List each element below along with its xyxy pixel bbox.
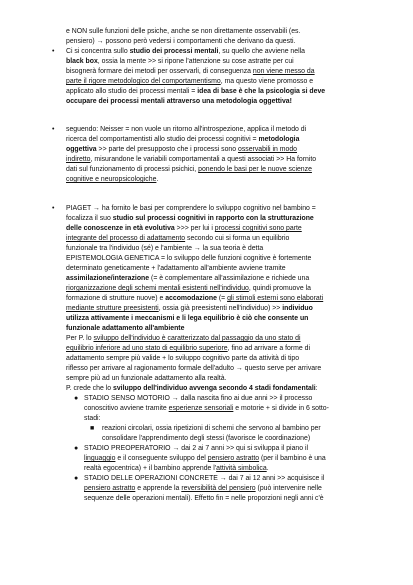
underlined-text-run: gli stimoli esterni sono elaborati: [227, 295, 324, 302]
text-line: [102, 434, 310, 443]
underlined-text-run: pensiero astratto: [207, 455, 260, 462]
underlined-text-run: esperienze sensoriali: [168, 405, 234, 412]
bold-text-run: individuo: [282, 305, 313, 312]
text-line: [66, 204, 316, 213]
underlined-text-run: riorganizzazione degli schemi mentali esistenti nell'individuo: [66, 285, 249, 292]
text-run: ricerca del comportamentisti allo studio dei processi cognitivi =: [66, 136, 259, 143]
bold-text-run: oggettiva: [66, 146, 97, 153]
text-line: [66, 37, 295, 46]
text-run: .: [156, 176, 159, 183]
bold-text-run: black box: [66, 58, 98, 65]
text-line: [84, 494, 324, 503]
text-line: [66, 264, 286, 273]
bold-text-run: sviluppo dell'individuo avvenga secondo 4 stadi fondamentali: [113, 385, 316, 392]
text-run: pensiero) → possono però vedersi i comportamenti che derivano da questi.: [66, 38, 296, 45]
text-line: [66, 284, 311, 293]
underlined-text-run: mediante strutture preesistenti: [66, 305, 159, 312]
text-run: dati sul funzionamento di processi psichici,: [66, 166, 199, 173]
text-line: [66, 97, 292, 106]
text-run: determinato geneticamente + l'adattamento all'ambiente avviene tramite: [66, 265, 286, 272]
text-line: [66, 304, 313, 313]
text-run: STADIO SENSO MOTORIO → dalla nascita fino ai due anni >> il processo: [84, 395, 313, 402]
text-run: sempre più ad un funzionale adattamento alla realtà.: [66, 375, 227, 382]
text-run: conoscitivo avviene tramite: [84, 405, 169, 412]
underlined-text-run: non viene messo da: [252, 68, 315, 75]
bullet-icon: ●: [74, 475, 79, 482]
bold-text-run: studio sul processi cognitivi in rapporto con la strutturazione: [112, 215, 314, 222]
text-run: , su quello che avviene nella: [218, 48, 305, 55]
text-run: .: [266, 465, 269, 472]
text-line: [66, 77, 313, 86]
text-run: STADIO DELLE OPERAZIONI CONCRETE → dai 7 ai 12 anni >> acquisisce il: [84, 475, 325, 482]
bullet-icon: •: [52, 48, 55, 55]
bold-text-run: idea di base è che la psicologia si deve: [197, 88, 326, 95]
text-run: (può intervenire nelle: [255, 485, 322, 492]
text-run: >> parte del presupposto che i processi sono: [96, 146, 238, 153]
text-run: Ci si concentra sullo: [66, 48, 130, 55]
text-line: [66, 175, 158, 184]
bullet-icon: ●: [74, 445, 79, 452]
text-line: [66, 254, 311, 263]
text-run: , ma questo viene promosso e: [220, 78, 314, 85]
text-line: [66, 135, 299, 144]
text-run: riflesso per arrivare al ragionamento formale dell'adulto → questo serve per arrivare: [66, 365, 322, 372]
bold-text-run: accomodazione: [165, 295, 217, 302]
bullet-icon: ●: [74, 395, 79, 402]
text-line: [66, 27, 300, 36]
text-line: [66, 364, 321, 373]
text-line: [66, 234, 289, 243]
text-run: seguendo: Neisser = non vuole un ritorno all'introspezione, applica il metodo di: [66, 126, 307, 133]
underlined-text-run: pensiero astratto: [84, 485, 136, 492]
bold-text-run: metodologia: [258, 136, 300, 143]
text-line: [66, 125, 306, 134]
text-line: [102, 424, 321, 433]
text-run: EPISTEMOLOGIA GENETICA = lo sviluppo delle funzioni cognitive è fortemente: [66, 255, 312, 262]
bullet-icon: ■: [90, 425, 95, 432]
underlined-text-run: sviluppo dell'individuo è caratterizzato dal passaggio da uno stato di: [93, 335, 301, 342]
text-line: [84, 464, 269, 473]
underlined-text-run: equilibrio inferiore ad uno stato di equilibrio superiore: [66, 345, 228, 352]
text-line: [66, 214, 314, 223]
text-run: :: [315, 385, 318, 392]
text-line: [66, 324, 184, 333]
text-run: stadi:: [84, 415, 101, 422]
text-run: e motorie + si divide in 6 sotto-: [233, 405, 329, 412]
text-run: bisognerà formare dei metodi per osservarli, di conseguenza: [66, 68, 253, 75]
text-line: [66, 165, 312, 174]
text-run: e apprende la: [135, 485, 182, 492]
text-line: [66, 145, 297, 154]
text-line: [84, 414, 100, 423]
underlined-text-run: reversibilità del pensiero: [181, 485, 256, 492]
text-line: [84, 444, 308, 453]
text-run: secondo cui si forma un equilibrio: [185, 235, 290, 242]
text-run: adattamento sempre più valide + lo sviluppo cognitivo parte da attività di tipo: [66, 355, 300, 362]
text-run: P. crede che lo: [66, 385, 113, 392]
text-line: [66, 155, 316, 164]
underlined-text-run: processi cognitivi sono parte: [214, 225, 302, 232]
text-line: [66, 47, 305, 56]
bullet-icon: •: [52, 205, 55, 212]
underlined-text-run: linguaggio: [84, 455, 116, 462]
bold-text-run: utilizza attivamente i meccanismi e li lega equilibrio è ciò che consente un: [66, 315, 309, 322]
text-line: [84, 394, 312, 403]
text-run: STADIO PREOPERATORIO → dai 2 ai 7 anni >> qui si sviluppa il piano il: [84, 445, 309, 452]
bold-text-run: assimilazione/interazione: [66, 275, 150, 282]
underlined-text-run: osservabili in modo: [238, 146, 297, 153]
text-line: [66, 87, 325, 96]
text-line: [66, 57, 294, 66]
text-line: [84, 454, 326, 463]
text-run: e NON sulle funzioni delle psiche, anche se non direttamente osservabili (es.: [66, 28, 301, 35]
underlined-text-run: parte il rigore metodologico del comportamentismo: [66, 78, 221, 85]
bullet-icon: •: [52, 126, 55, 133]
text-run: , quindi promuove la: [248, 285, 311, 292]
text-run: Per P. lo: [66, 335, 94, 342]
text-run: , ossia già preesistenti nell'individuo) >>: [158, 305, 283, 312]
bold-text-run: occupare dei processi mentali attraverso una metodologia oggettiva!: [66, 98, 292, 105]
text-line: [66, 314, 308, 323]
text-line: [66, 274, 309, 283]
text-run: applicato allo studio dei processi mentali =: [66, 88, 198, 95]
text-line: [84, 474, 324, 483]
text-line: [66, 224, 302, 233]
text-run: funzionale tra l'individuo (sé) e l'ambiente → la sua teoria è detta: [66, 245, 264, 252]
underlined-text-run: ponendo le basi per le nuove scienze: [198, 166, 312, 173]
text-line: [84, 404, 329, 413]
text-run: (=: [216, 295, 228, 302]
text-run: formazione di strutture nuove) e: [66, 295, 166, 302]
text-run: consolidare l'apprendimento degli stessi (favorisce le coordinazione): [102, 435, 311, 442]
underlined-text-run: attività simbolica: [216, 465, 267, 472]
text-run: reazioni circolari, ossia ripetizioni di schemi che servono al bambino per: [102, 425, 321, 432]
text-run: >>> per lui i: [174, 225, 215, 232]
text-line: [66, 294, 323, 303]
underlined-text-run: cognitive e neuropsicologiche: [66, 176, 157, 183]
text-run: , ossia la mente >> si ripone l'attenzione su cose astratte per cui: [97, 58, 294, 65]
bold-text-run: studio dei processi mentali: [129, 48, 219, 55]
text-line: [66, 334, 300, 343]
text-run: realtà egocentrica) + il bambino apprende l': [84, 465, 217, 472]
text-line: [84, 484, 322, 493]
underlined-text-run: indiretto: [66, 156, 91, 163]
text-line: [66, 374, 227, 383]
text-line: [66, 67, 315, 76]
text-run: (= è complementare all'assimilazione e richiede una: [149, 275, 310, 282]
text-run: , misurandone le variabili comportamentali a questi associati >> Ha fornito: [90, 156, 317, 163]
text-line: [66, 244, 263, 253]
text-run: (per il bambino è una: [259, 455, 326, 462]
bold-text-run: delle conoscenze in età evolutiva: [66, 225, 175, 232]
bold-text-run: funzionale adattamento all'ambiente: [66, 325, 185, 332]
text-line: [66, 354, 299, 363]
text-run: sequenze delle operazioni mentali). Effetto fin = nelle proporzioni negli anni c'è: [84, 495, 324, 502]
text-run: PIAGET → ha fornito le basi per comprendere lo sviluppo cognitivo nel bambino =: [66, 205, 316, 212]
text-run: , fino ad arrivare a forme di: [227, 345, 310, 352]
underlined-text-run: integrante del processo di adattamento: [66, 235, 186, 242]
text-line: [66, 384, 318, 393]
text-run: focalizza il suo: [66, 215, 113, 222]
text-run: e il conseguente sviluppo del: [115, 455, 208, 462]
text-line: [66, 344, 310, 353]
